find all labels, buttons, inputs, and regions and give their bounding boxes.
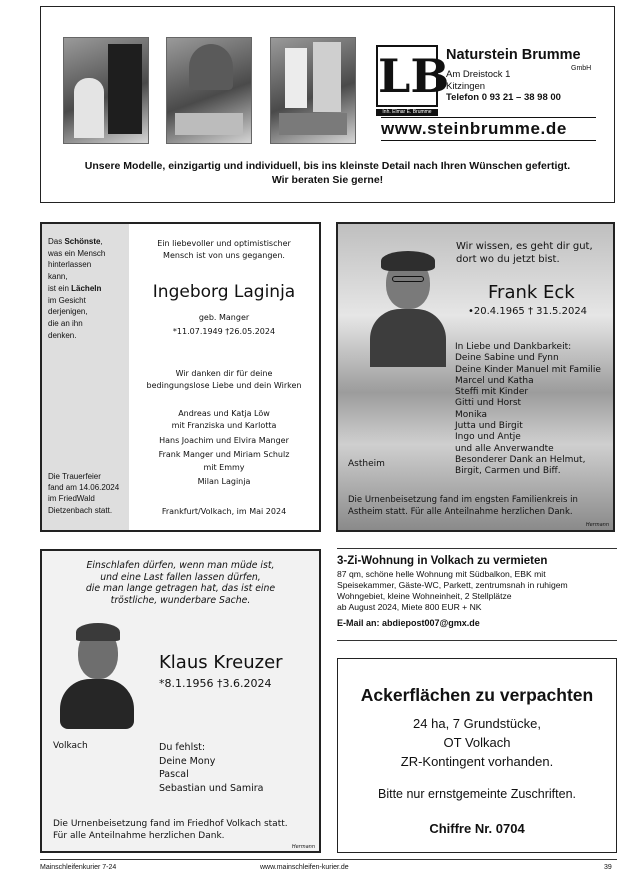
company-name: Naturstein Brumme (446, 47, 581, 63)
kreuzer-quote: Einschlafen dürfen, wenn man müde ist, und eine Last fallen lassen dürfen, die man lange getragen hat, das ist eine tröstliche, wunderbare Sache. (85, 560, 276, 606)
laginja-born-name: geb. Manger (198, 313, 250, 322)
footer-publication: Mainschleifenkurier 7-24 (40, 864, 117, 871)
laginja-funeral-note: Die Trauerfeier fand am 14.06.2024 im FriedWald Dietzenbach statt. (48, 472, 120, 515)
obituary-kreuzer (40, 549, 321, 853)
obituary-eck (336, 222, 615, 532)
eck-name: Frank Eck (488, 282, 575, 303)
gravestone-photo-1 (63, 37, 149, 144)
gravestone-photo-3 (270, 37, 356, 144)
address-street: Am Dreistock 1 (446, 69, 511, 80)
laginja-mourners: Andreas und Katja Löw mit Franziska und Karlotta Hans Joachim und Elvira Manger Frank Manger und Miriam Schulz mit Emmy Milan Laginja (158, 409, 290, 487)
laginja-sidebar (42, 224, 129, 530)
flat-rental-ad (337, 548, 617, 641)
company-phone: Telefon 0 93 21 – 38 98 00 (446, 92, 561, 103)
kreuzer-name: Klaus Kreuzer (159, 652, 283, 673)
eck-intro: Wir wissen, es geht dir gut, dort wo du jetzt bist. (456, 241, 593, 265)
footer-website[interactable]: www.mainschleifen-kurier.de (260, 864, 349, 871)
kreuzer-footer: Die Urnenbeisetzung fand im Friedhof Volkach statt. Für alle Anteilnahme herzlichen Dank. (53, 819, 288, 841)
eck-dates: •20.4.1965 † 31.5.2024 (468, 306, 588, 317)
stone-ad (40, 6, 615, 203)
slogan-line: Unsere Modelle, einzigartig und individuell, bis ins kleinste Detail nach Ihren Wünschen gefertigt. (84, 160, 571, 172)
flat-email[interactable]: E-Mail an: abdiepost007@gmx.de (337, 618, 480, 628)
acker-details: 24 ha, 7 Grundstücke, OT Volkach ZR-Kontingent vorhanden. (400, 716, 554, 769)
company-website[interactable]: www.steinbrumme.de (381, 117, 596, 141)
page-number: 39 (604, 864, 612, 871)
eck-footer: Die Urnenbeisetzung fand im engsten Familienkreis in Astheim statt. Für alle Anteilnahme herzlichen Dank. (348, 495, 578, 517)
logo-caption: Inh. Elmar E. Brumme (376, 109, 438, 116)
laginja-dates: *11.07.1949 †26.05.2024 (172, 327, 276, 336)
address-city: Kitzingen (446, 80, 486, 92)
laginja-name: Ingeborg Laginja (152, 282, 296, 302)
eck-mourners: In Liebe und Dankbarkeit: Deine Sabine und Fynn Deine Kinder Manuel mit Familie Marcel und Katha Steffi mit Kinder Gitti und Horst Monika Jutta und Birgit Ingo und Antje und alle Anverwandte Besonderer Dank an Helmut, Birgit, Carmen und Biff. (455, 342, 601, 477)
flat-title: 3-Zi-Wohnung in Volkach zu vermieten (337, 555, 548, 567)
gravestone-photo-2 (166, 37, 252, 144)
laginja-place-date: Frankfurt/Volkach, im Mai 2024 (161, 507, 287, 516)
flat-description: 87 qm, schöne helle Wohnung mit Südbalkon, EBK mit Speisekammer, Gäste-WC, Parkett, zentrumsnah in ruhigem Wohngebiet, kleine Wohneinheit, 2 Stellplätze ab August 2024, Miete 800 EUR + NK (337, 569, 568, 612)
eck-portrait (372, 249, 444, 364)
company-legal-form: GmbH (571, 65, 592, 72)
company-logo: LB (376, 45, 438, 107)
laginja-main (129, 224, 319, 530)
kreuzer-signature: Hermann (291, 844, 315, 850)
laginja-thanks: Wir danken dir für deine bedingungslose Liebe und dein Wirken (146, 369, 302, 390)
acker-cipher-code: Chiffre Nr. 0704 (429, 821, 525, 836)
acker-note: Bitte nur ernstgemeinte Zuschriften. (377, 787, 576, 801)
obituary-laginja (40, 222, 321, 532)
eck-place: Astheim (348, 459, 385, 469)
laginja-side-quote: Das Schönste, was ein Mensch hinterlassen kann, ist ein Lächeln im Gesicht derjenigen, die an ihn denken. (48, 237, 106, 340)
kreuzer-mourners: Du fehlst: Deine Mony Pascal Sebastian und Samira (159, 742, 264, 794)
kreuzer-portrait (58, 621, 136, 731)
acker-title: Ackerflächen zu verpachten (360, 685, 594, 705)
company-address (446, 69, 561, 104)
kreuzer-dates: *8.1.1956 †3.6.2024 (159, 677, 272, 690)
footer-divider (40, 859, 617, 860)
laginja-intro: Ein liebevoller und optimistischer Mensch ist von uns gegangen. (157, 239, 291, 260)
kreuzer-place: Volkach (53, 741, 88, 751)
stone-slogan (41, 159, 614, 187)
farmland-lease-ad (337, 658, 617, 853)
slogan-line: Wir beraten Sie gerne! (271, 174, 384, 186)
eck-signature: Hermann (585, 522, 609, 528)
